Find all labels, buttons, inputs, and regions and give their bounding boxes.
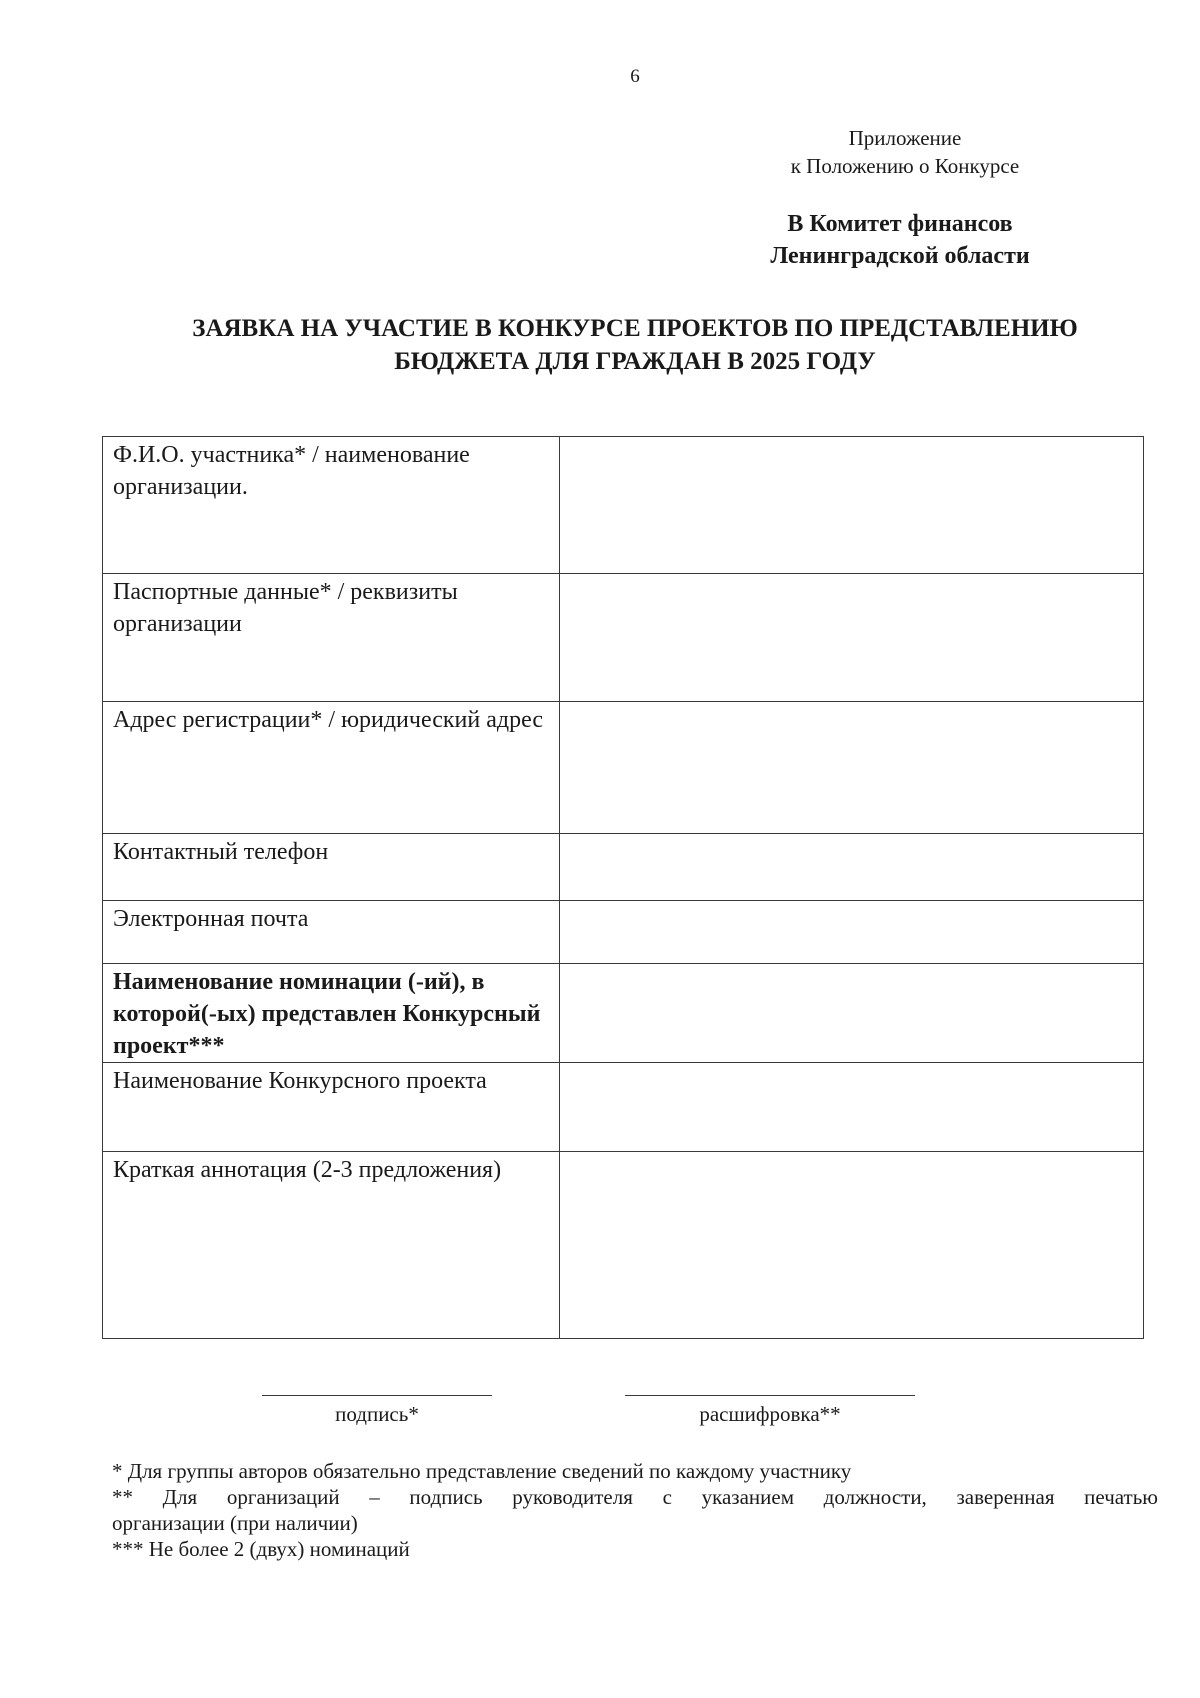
form-field-name[interactable] [560,437,1144,574]
addressee-line-2: Ленинградской области [770,243,1030,269]
page-title [100,312,1170,378]
form-row-phone [103,834,1144,901]
form-row-project-name [103,1063,1144,1152]
appendix-note [740,124,1070,180]
decode-label: расшифровка** [699,1402,841,1426]
footnote-3: *** Не более 2 (двух) номинаций [112,1537,410,1561]
form-label: Контактный телефон [103,834,560,901]
form-label: Паспортные данные* / реквизиты организации [103,574,560,702]
form-row-email [103,901,1144,964]
signature-label: подпись* [335,1402,419,1426]
signature-line[interactable] [262,1395,492,1396]
footnote-2-continued: организации (при наличии) [112,1511,358,1535]
form-field-nomination[interactable] [560,964,1144,1063]
form-row-nomination [103,964,1144,1063]
application-form-table [102,436,1144,1339]
form-row-annotation [103,1152,1144,1339]
form-label: Ф.И.О. участника* / наименование организации. [103,437,560,574]
form-label: Электронная почта [103,901,560,964]
form-field-email[interactable] [560,901,1144,964]
form-label: Наименование номинации (-ий), в которой(-ых) представлен Конкурсный проект*** [103,964,560,1063]
title-line-1: ЗАЯВКА НА УЧАСТИЕ В КОНКУРСЕ ПРОЕКТОВ ПО ПРЕДСТАВЛЕНИЮ [192,315,1078,342]
form-row-name [103,437,1144,574]
addressee [700,208,1100,272]
form-field-passport[interactable] [560,574,1144,702]
addressee-line-1: В Комитет финансов [787,211,1013,237]
form-field-address[interactable] [560,702,1144,834]
form-label: Краткая аннотация (2-3 предложения) [103,1152,560,1339]
form-row-passport [103,574,1144,702]
appendix-line-1: Приложение [848,126,962,150]
footnotes [112,1458,1158,1562]
form-field-project-name[interactable] [560,1063,1144,1152]
decode-line[interactable] [625,1395,915,1396]
title-line-2: БЮДЖЕТА ДЛЯ ГРАЖДАН В 2025 ГОДУ [394,348,876,375]
appendix-line-2: к Положению о Конкурсе [790,154,1020,178]
form-label: Адрес регистрации* / юридический адрес [103,702,560,834]
form-field-annotation[interactable] [560,1152,1144,1339]
form-label: Наименование Конкурсного проекта [103,1063,560,1152]
page-number: 6 [630,66,640,87]
footnote-1: * Для группы авторов обязательно представление сведений по каждому участнику [112,1459,852,1483]
form-field-phone[interactable] [560,834,1144,901]
footnote-2: ** Для организаций – подпись руководителя с указанием должности, заверенная печатью [112,1485,1158,1509]
form-row-address [103,702,1144,834]
